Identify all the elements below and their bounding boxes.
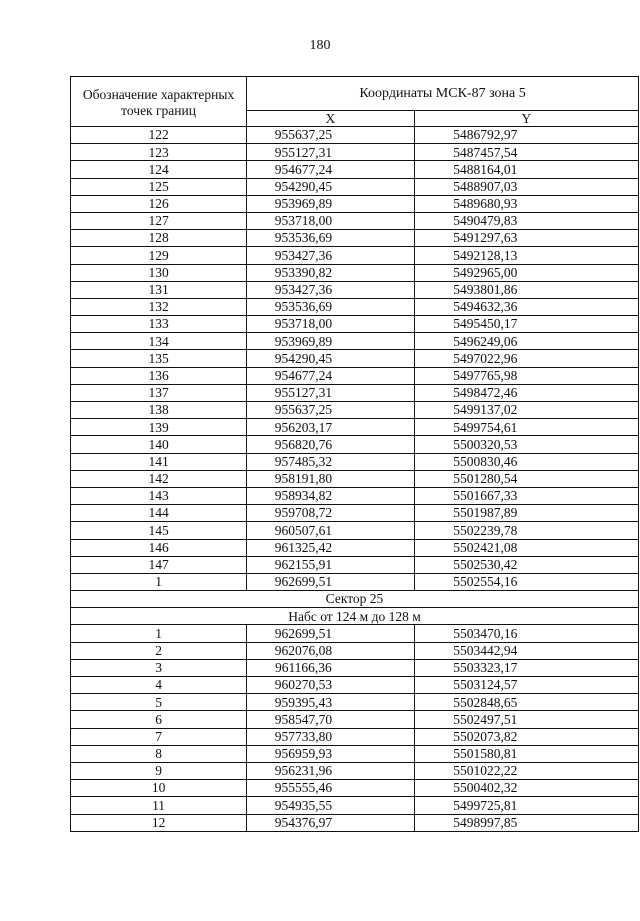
x-coordinate-cell: 955555,46 xyxy=(247,780,415,797)
x-coordinate-cell: 955637,25 xyxy=(247,127,415,144)
table-body-points xyxy=(71,127,639,591)
point-number-cell: 124 xyxy=(71,161,247,178)
y-coordinate-cell: 5502530,42 xyxy=(414,556,638,573)
x-coordinate-cell: 959395,43 xyxy=(247,694,415,711)
point-number-cell: 136 xyxy=(71,367,247,384)
point-number-cell: 130 xyxy=(71,264,247,281)
table-row xyxy=(71,522,639,539)
x-coordinate-cell: 953536,69 xyxy=(247,298,415,315)
x-coordinate-cell: 958934,82 xyxy=(247,487,415,504)
y-coordinate-cell: 5502554,16 xyxy=(414,573,638,590)
y-coordinate-cell: 5496249,06 xyxy=(414,333,638,350)
point-number-cell: 138 xyxy=(71,402,247,419)
x-axis-header: X xyxy=(247,111,415,127)
point-number-cell: 10 xyxy=(71,780,247,797)
point-number-cell: 123 xyxy=(71,144,247,161)
x-coordinate-cell: 956820,76 xyxy=(247,436,415,453)
page-number: 180 xyxy=(309,38,331,53)
x-coordinate-cell: 959708,72 xyxy=(247,505,415,522)
x-coordinate-cell: 954677,24 xyxy=(247,367,415,384)
x-coordinate-cell: 958191,80 xyxy=(247,470,415,487)
point-number-cell: 143 xyxy=(71,487,247,504)
y-coordinate-cell: 5498472,46 xyxy=(414,384,638,401)
point-number-cell: 8 xyxy=(71,745,247,762)
x-coordinate-cell: 953427,36 xyxy=(247,247,415,264)
table-row xyxy=(71,505,639,522)
point-number-cell: 2 xyxy=(71,642,247,659)
table-header xyxy=(71,77,639,127)
x-coordinate-cell: 957485,32 xyxy=(247,453,415,470)
table-row xyxy=(71,762,639,779)
y-coordinate-cell: 5502497,51 xyxy=(414,711,638,728)
x-coordinate-cell: 954677,24 xyxy=(247,161,415,178)
table-row xyxy=(71,642,639,659)
y-coordinate-cell: 5501987,89 xyxy=(414,505,638,522)
table-body-sector-points xyxy=(71,625,639,831)
y-coordinate-cell: 5499725,81 xyxy=(414,797,638,814)
point-number-cell: 12 xyxy=(71,814,247,831)
y-coordinate-cell: 5491297,63 xyxy=(414,230,638,247)
section-title-row xyxy=(71,591,639,608)
y-coordinate-cell: 5492965,00 xyxy=(414,264,638,281)
section-subtitle: Набс от 124 м до 128 м xyxy=(71,608,639,625)
table-row xyxy=(71,539,639,556)
x-coordinate-cell: 955127,31 xyxy=(247,144,415,161)
table-row xyxy=(71,402,639,419)
section-title: Сектор 25 xyxy=(71,591,639,608)
x-coordinate-cell: 958547,70 xyxy=(247,711,415,728)
table-row xyxy=(71,264,639,281)
y-coordinate-cell: 5495450,17 xyxy=(414,316,638,333)
y-coordinate-cell: 5486792,97 xyxy=(414,127,638,144)
table-row xyxy=(71,797,639,814)
table-row xyxy=(71,161,639,178)
x-coordinate-cell: 957733,80 xyxy=(247,728,415,745)
header-row-top xyxy=(71,77,639,111)
y-coordinate-cell: 5493801,86 xyxy=(414,281,638,298)
y-coordinate-cell: 5503470,16 xyxy=(414,625,638,642)
table-row xyxy=(71,745,639,762)
y-coordinate-cell: 5502239,78 xyxy=(414,522,638,539)
y-coordinate-cell: 5501667,33 xyxy=(414,487,638,504)
table-row xyxy=(71,212,639,229)
table-row xyxy=(71,728,639,745)
y-coordinate-cell: 5501580,81 xyxy=(414,745,638,762)
x-coordinate-cell: 955127,31 xyxy=(247,384,415,401)
point-number-cell: 135 xyxy=(71,350,247,367)
point-number-cell: 11 xyxy=(71,797,247,814)
x-coordinate-cell: 954376,97 xyxy=(247,814,415,831)
table-row xyxy=(71,419,639,436)
y-coordinate-cell: 5500830,46 xyxy=(414,453,638,470)
point-number-cell: 126 xyxy=(71,195,247,212)
point-number-cell: 6 xyxy=(71,711,247,728)
y-coordinate-cell: 5499137,02 xyxy=(414,402,638,419)
y-coordinate-cell: 5488907,03 xyxy=(414,178,638,195)
x-coordinate-cell: 954290,45 xyxy=(247,350,415,367)
x-coordinate-cell: 961325,42 xyxy=(247,539,415,556)
table-row xyxy=(71,144,639,161)
y-coordinate-cell: 5503323,17 xyxy=(414,659,638,676)
x-coordinate-cell: 962699,51 xyxy=(247,625,415,642)
point-number-cell: 122 xyxy=(71,127,247,144)
table-row xyxy=(71,711,639,728)
point-number-cell: 141 xyxy=(71,453,247,470)
table-row xyxy=(71,625,639,642)
x-coordinate-cell: 954290,45 xyxy=(247,178,415,195)
y-coordinate-cell: 5501280,54 xyxy=(414,470,638,487)
x-coordinate-cell: 954935,55 xyxy=(247,797,415,814)
point-number-cell: 9 xyxy=(71,762,247,779)
point-number-cell: 134 xyxy=(71,333,247,350)
x-coordinate-cell: 953969,89 xyxy=(247,333,415,350)
y-axis-header: Y xyxy=(414,111,638,127)
point-number-cell: 132 xyxy=(71,298,247,315)
x-coordinate-cell: 960507,61 xyxy=(247,522,415,539)
table-row xyxy=(71,436,639,453)
table-row xyxy=(71,384,639,401)
table-row xyxy=(71,127,639,144)
x-coordinate-cell: 955637,25 xyxy=(247,402,415,419)
point-number-cell: 145 xyxy=(71,522,247,539)
point-number-cell: 131 xyxy=(71,281,247,298)
x-coordinate-cell: 953390,82 xyxy=(247,264,415,281)
table-row xyxy=(71,350,639,367)
point-number-cell: 129 xyxy=(71,247,247,264)
y-coordinate-cell: 5498997,85 xyxy=(414,814,638,831)
y-coordinate-cell: 5502421,08 xyxy=(414,539,638,556)
point-label-header: Обозначение характерных точек границ xyxy=(71,77,247,127)
y-coordinate-cell: 5490479,83 xyxy=(414,212,638,229)
x-coordinate-cell: 953427,36 xyxy=(247,281,415,298)
point-number-cell: 4 xyxy=(71,677,247,694)
x-coordinate-cell: 962076,08 xyxy=(247,642,415,659)
section-header xyxy=(71,591,639,625)
point-number-cell: 146 xyxy=(71,539,247,556)
y-coordinate-cell: 5497022,96 xyxy=(414,350,638,367)
x-coordinate-cell: 953536,69 xyxy=(247,230,415,247)
table-row xyxy=(71,814,639,831)
y-coordinate-cell: 5492128,13 xyxy=(414,247,638,264)
y-coordinate-cell: 5502073,82 xyxy=(414,728,638,745)
point-number-cell: 1 xyxy=(71,573,247,590)
y-coordinate-cell: 5499754,61 xyxy=(414,419,638,436)
table-row xyxy=(71,316,639,333)
y-coordinate-cell: 5500402,32 xyxy=(414,780,638,797)
x-coordinate-cell: 956231,96 xyxy=(247,762,415,779)
table-row xyxy=(71,178,639,195)
x-coordinate-cell: 962699,51 xyxy=(247,573,415,590)
y-coordinate-cell: 5489680,93 xyxy=(414,195,638,212)
point-number-cell: 127 xyxy=(71,212,247,229)
table-row xyxy=(71,367,639,384)
table-row xyxy=(71,247,639,264)
y-coordinate-cell: 5503124,57 xyxy=(414,677,638,694)
point-number-cell: 5 xyxy=(71,694,247,711)
table-row xyxy=(71,556,639,573)
y-coordinate-cell: 5494632,36 xyxy=(414,298,638,315)
y-coordinate-cell: 5503442,94 xyxy=(414,642,638,659)
table-row xyxy=(71,281,639,298)
point-number-cell: 137 xyxy=(71,384,247,401)
point-number-cell: 142 xyxy=(71,470,247,487)
table-row xyxy=(71,487,639,504)
y-coordinate-cell: 5488164,01 xyxy=(414,161,638,178)
x-coordinate-cell: 953718,00 xyxy=(247,212,415,229)
x-coordinate-cell: 962155,91 xyxy=(247,556,415,573)
point-number-cell: 125 xyxy=(71,178,247,195)
table-row xyxy=(71,453,639,470)
x-coordinate-cell: 953969,89 xyxy=(247,195,415,212)
point-number-cell: 140 xyxy=(71,436,247,453)
table-row xyxy=(71,573,639,590)
y-coordinate-cell: 5497765,98 xyxy=(414,367,638,384)
section-subtitle-row xyxy=(71,608,639,625)
y-coordinate-cell: 5500320,53 xyxy=(414,436,638,453)
y-coordinate-cell: 5501022,22 xyxy=(414,762,638,779)
x-coordinate-cell: 956203,17 xyxy=(247,419,415,436)
x-coordinate-cell: 960270,53 xyxy=(247,677,415,694)
point-number-cell: 147 xyxy=(71,556,247,573)
table-row xyxy=(71,230,639,247)
point-number-cell: 128 xyxy=(71,230,247,247)
table-row xyxy=(71,298,639,315)
x-coordinate-cell: 956959,93 xyxy=(247,745,415,762)
table-row xyxy=(71,333,639,350)
y-coordinate-cell: 5502848,65 xyxy=(414,694,638,711)
x-coordinate-cell: 961166,36 xyxy=(247,659,415,676)
coordinates-table xyxy=(70,76,639,832)
table-row xyxy=(71,470,639,487)
y-coordinate-cell: 5487457,54 xyxy=(414,144,638,161)
point-number-cell: 1 xyxy=(71,625,247,642)
point-number-cell: 133 xyxy=(71,316,247,333)
point-number-cell: 139 xyxy=(71,419,247,436)
table-row xyxy=(71,677,639,694)
table-row xyxy=(71,659,639,676)
table-row xyxy=(71,780,639,797)
point-number-cell: 3 xyxy=(71,659,247,676)
table-row xyxy=(71,694,639,711)
table-row xyxy=(71,195,639,212)
point-number-cell: 7 xyxy=(71,728,247,745)
coords-system-header: Координаты МСК-87 зона 5 xyxy=(247,77,639,111)
x-coordinate-cell: 953718,00 xyxy=(247,316,415,333)
point-number-cell: 144 xyxy=(71,505,247,522)
